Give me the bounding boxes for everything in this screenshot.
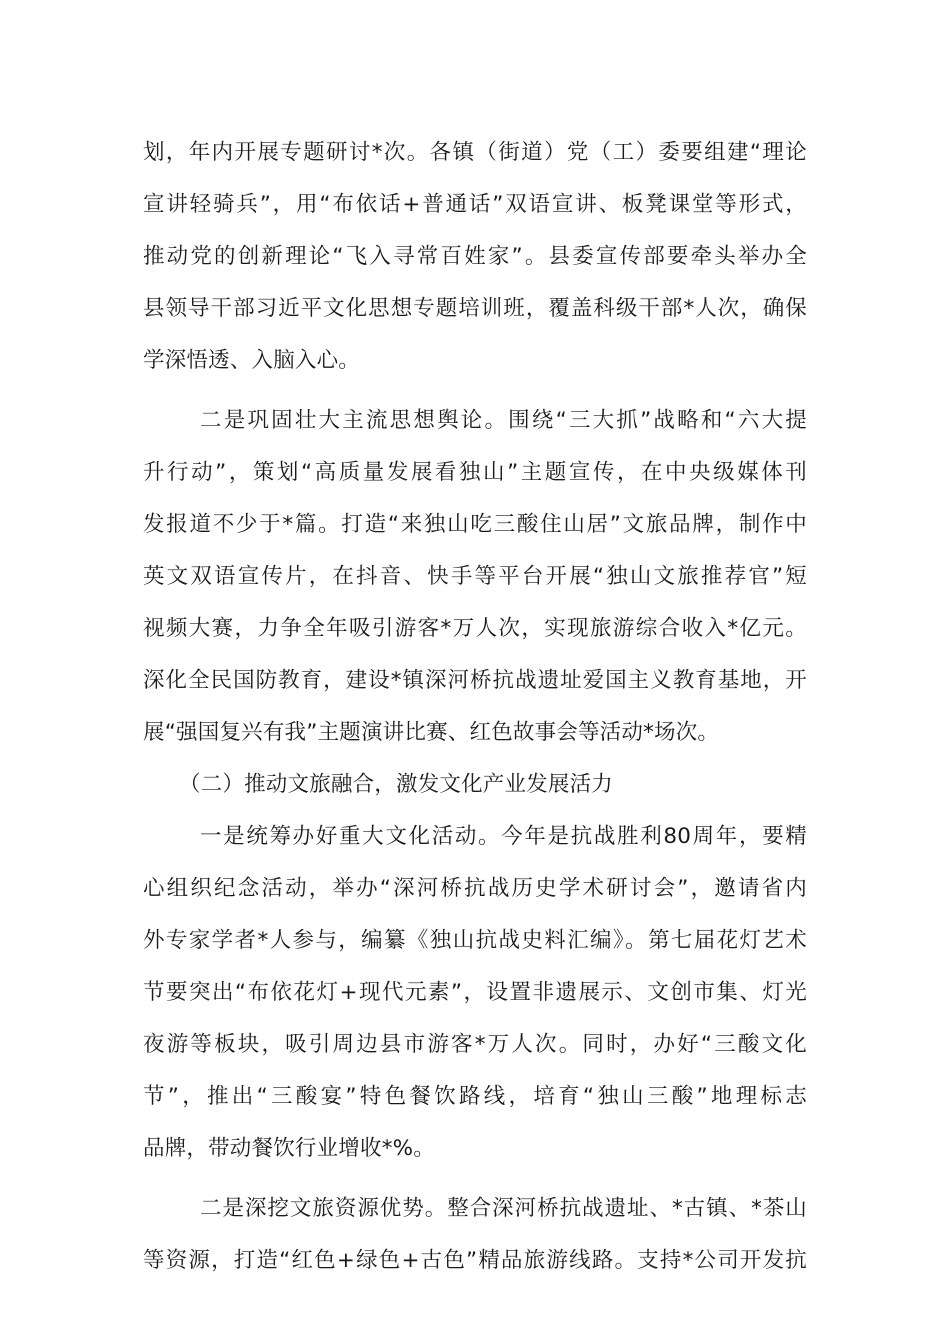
text-line: 等资源，打造“红色+绿色+古色”精品旅游线路。支持*公司开发抗 bbox=[143, 1248, 807, 1273]
text-line: 心组织纪念活动，举办“深河桥抗战历史学术研讨会”，邀请省内 bbox=[143, 876, 807, 901]
text-line: 品牌，带动餐饮行业增收*%。 bbox=[143, 1136, 435, 1161]
text-line: 划，年内开展专题研讨*次。各镇（街道）党（工）委要组建“理论 bbox=[143, 140, 807, 165]
paragraph bbox=[143, 132, 807, 392]
text-line: 宣讲轻骑兵”，用“布依话+普通话”双语宣讲、板凳课堂等形式， bbox=[143, 192, 807, 217]
text-line: 一是统筹办好重大文化活动。今年是抗战胜利80周年，要精 bbox=[200, 824, 807, 849]
paragraph bbox=[143, 816, 807, 1180]
text-line: 升行动”，策划“高质量发展看独山”主题宣传，在中央级媒体刊 bbox=[143, 460, 807, 485]
text-line: 节要突出“布依花灯+现代元素”，设置非遗展示、文创市集、灯光 bbox=[143, 980, 807, 1005]
section-heading: （二）推动文旅融合，激发文化产业发展活力 bbox=[179, 772, 614, 797]
text-line: 节”，推出“三酸宴”特色餐饮路线，培育“独山三酸”地理标志 bbox=[143, 1084, 807, 1109]
text-line: 县领导干部习近平文化思想专题培训班，覆盖科级干部*人次，确保 bbox=[143, 296, 807, 321]
text-line: 二是深挖文旅资源优势。整合深河桥抗战遗址、*古镇、*茶山 bbox=[200, 1196, 807, 1221]
paragraph-gap bbox=[143, 1180, 807, 1188]
paragraph-gap bbox=[143, 392, 807, 400]
text-line: 夜游等板块，吸引周边县市游客*万人次。同时，办好“三酸文化 bbox=[143, 1032, 807, 1057]
document-body bbox=[143, 132, 807, 1292]
text-line: 发报道不少于*篇。打造“来独山吃三酸住山居”文旅品牌，制作中 bbox=[143, 512, 807, 537]
text-line: 学深悟透、入脑入心。 bbox=[143, 348, 361, 373]
text-line: 深化全民国防教育，建设*镇深河桥抗战遗址爱国主义教育基地，开 bbox=[143, 668, 807, 693]
text-line: 视频大赛，力争全年吸引游客*万人次，实现旅游综合收入*亿元。 bbox=[143, 616, 807, 641]
text-line: 英文双语宣传片，在抖音、快手等平台开展“独山文旅推荐官”短 bbox=[143, 564, 807, 589]
text-line: 二是巩固壮大主流思想舆论。围绕“三大抓”战略和“六大提 bbox=[200, 408, 807, 433]
text-line: 展“强国复兴有我”主题演讲比赛、红色故事会等活动*场次。 bbox=[143, 720, 720, 745]
paragraph bbox=[143, 400, 807, 764]
text-line: 外专家学者*人参与，编纂《独山抗战史料汇编》。第七届花灯艺术 bbox=[143, 928, 807, 953]
text-line: 推动党的创新理论“飞入寻常百姓家”。县委宣传部要牵头举办全 bbox=[143, 244, 807, 269]
paragraph bbox=[143, 1188, 807, 1292]
